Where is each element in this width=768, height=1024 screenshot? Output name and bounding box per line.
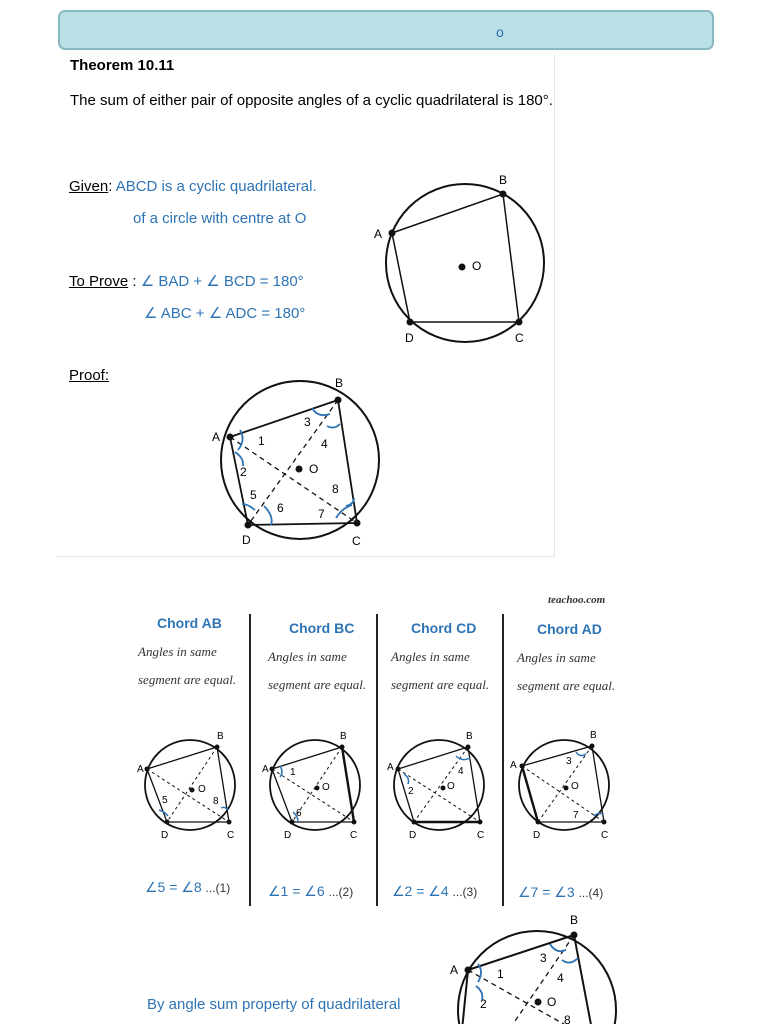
to-prove-block: [69, 272, 304, 290]
final-point-b: B: [570, 913, 579, 927]
chord-cd-text: Angles in same segment are equal.: [391, 649, 490, 692]
chord-ab-ref: ...(1): [205, 881, 231, 895]
mini3-point-a: A: [387, 762, 394, 773]
chord-ab-title: Chord AB: [157, 615, 222, 631]
angle-label-2: 2: [240, 465, 247, 479]
final-angle-2: 2: [480, 997, 487, 1011]
mini3-point-d: D: [409, 830, 417, 841]
final-angle-8: 8: [564, 1013, 571, 1024]
chord-cd-eq: ∠2 = ∠4: [392, 883, 449, 899]
column-divider-3: [502, 614, 504, 906]
theorem-statement: The sum of either pair of opposite angles of a cyclic quadrilateral is 180°.: [70, 92, 553, 109]
point-label-o: O: [472, 259, 482, 273]
proof-diagram: [200, 370, 390, 550]
banner-mark: o: [496, 24, 504, 40]
mini1-angle-5: 5: [162, 795, 168, 806]
mini3-point-b: B: [466, 731, 473, 742]
point-label-d: D: [405, 331, 414, 345]
chord-cd-equation: [392, 883, 477, 900]
given-line2: of a circle with centre at O: [133, 210, 307, 227]
angle-label-6: 6: [277, 501, 284, 515]
chord-ab-equation: [145, 879, 230, 896]
angle-label-7: 7: [318, 507, 325, 521]
point-label-b: B: [499, 173, 508, 187]
given-line1: ABCD is a cyclic quadrilateral.: [115, 178, 317, 195]
mini4-point-d: D: [533, 830, 541, 841]
chord-ad-title: Chord AD: [537, 621, 602, 637]
mini1-point-b: B: [217, 731, 224, 742]
chord-bc-ref: ...(2): [328, 885, 354, 899]
chord-ad-equation: [518, 884, 603, 901]
chord-ad-text: Angles in same segment are equal.: [517, 650, 616, 693]
mini2-point-c: C: [350, 830, 358, 841]
theorem-title: Theorem 10.11: [70, 57, 175, 74]
chord-ad-ref: ...(4): [578, 886, 604, 900]
to-prove-line1: ∠ BAD + ∠ BCD = 180°: [140, 273, 304, 290]
point-label-a: A: [374, 227, 383, 241]
chord-bc-eq: ∠1 = ∠6: [268, 883, 325, 899]
proof-point-o: O: [309, 462, 319, 476]
final-diagram: [442, 910, 632, 1024]
mini1-point-d: D: [161, 830, 169, 841]
mini1-point-c: C: [227, 830, 235, 841]
chord-cd-title: Chord CD: [411, 620, 477, 636]
angle-label-3: 3: [304, 415, 311, 429]
chord-bc-text: Angles in same segment are equal.: [268, 649, 367, 692]
mini1-point-a: A: [137, 764, 144, 775]
watermark: teachoo.com: [548, 594, 606, 606]
chord-ad-eq: ∠7 = ∠3: [518, 884, 575, 900]
angle-label-5: 5: [250, 488, 257, 502]
chord-cd-ref: ...(3): [452, 885, 478, 899]
mini3-point-o: O: [447, 781, 455, 792]
mini1-point-o: O: [198, 784, 206, 795]
given-diagram: [360, 165, 560, 350]
final-point-o: O: [547, 995, 557, 1009]
final-angle-3: 3: [540, 951, 547, 965]
to-prove-line2: ∠ ABC + ∠ ADC = 180°: [144, 305, 306, 322]
final-angle-1: 1: [497, 967, 504, 981]
proof-point-b: B: [335, 376, 344, 390]
point-label-c: C: [515, 331, 524, 345]
to-prove-colon: :: [132, 273, 137, 290]
proof-point-a: A: [212, 430, 221, 444]
mini3-point-c: C: [477, 830, 485, 841]
mini2-angle-6: 6: [296, 808, 302, 819]
mini4-point-a: A: [510, 760, 517, 771]
chord-cd-diagram: [384, 726, 494, 846]
angle-label-4: 4: [321, 437, 328, 451]
final-point-a: A: [450, 963, 459, 977]
chord-ab-diagram: [135, 726, 245, 846]
angle-label-1: 1: [258, 434, 265, 448]
mini4-angle-3: 3: [566, 756, 572, 767]
mini4-point-o: O: [571, 781, 579, 792]
proof-label: Proof:: [69, 367, 110, 384]
mini4-angle-7: 7: [573, 810, 579, 821]
given-colon: :: [108, 178, 113, 195]
column-divider-1: [249, 614, 251, 906]
header-banner: [58, 10, 714, 50]
chord-bc-title: Chord BC: [289, 620, 355, 636]
angle-label-8: 8: [332, 482, 339, 496]
mini3-angle-4: 4: [458, 766, 464, 777]
chord-ad-diagram: [508, 726, 620, 846]
mini2-point-a: A: [262, 764, 269, 775]
mini3-angle-2: 2: [408, 786, 414, 797]
mini2-point-d: D: [284, 830, 292, 841]
angle-sum-text: By angle sum property of quadrilateral: [147, 996, 401, 1013]
chord-bc-diagram: [260, 726, 370, 846]
proof-point-d: D: [242, 533, 251, 547]
mini2-point-b: B: [340, 731, 347, 742]
chord-bc-equation: [268, 883, 353, 900]
mini2-point-o: O: [322, 782, 330, 793]
to-prove-label: To Prove: [69, 273, 129, 290]
mini4-point-c: C: [601, 830, 609, 841]
proof-point-c: C: [352, 534, 361, 548]
given-label: Given: [69, 178, 109, 195]
mini1-angle-8: 8: [213, 796, 219, 807]
mini2-angle-1: 1: [290, 767, 296, 778]
mini4-point-b: B: [590, 730, 597, 741]
given-block: [69, 178, 317, 195]
final-angle-4: 4: [557, 971, 564, 985]
chord-ab-text: Angles in same segment are equal.: [138, 644, 237, 687]
chord-ab-eq: ∠5 = ∠8: [145, 879, 202, 895]
